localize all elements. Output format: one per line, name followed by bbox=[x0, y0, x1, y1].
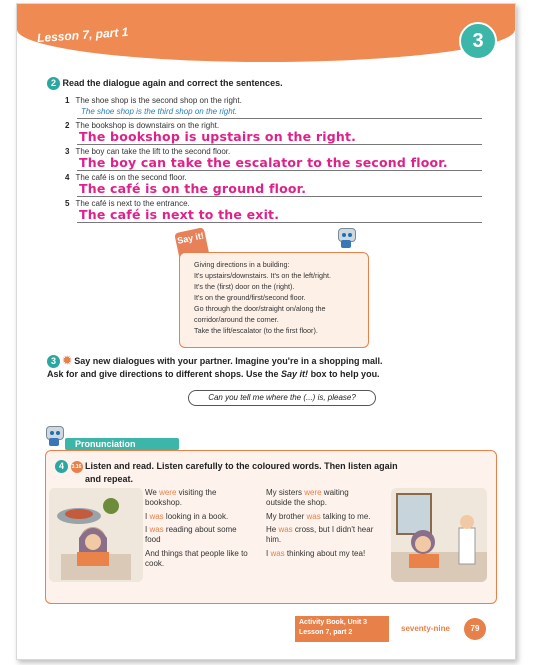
poem-right-column bbox=[266, 488, 376, 562]
page-header bbox=[17, 4, 515, 62]
pronunciation-title: Pronunciation bbox=[65, 438, 179, 450]
item-number: 4 bbox=[65, 173, 70, 182]
item-number: 5 bbox=[65, 199, 70, 208]
answer-line bbox=[77, 118, 482, 119]
page-number-words: seventy-nine bbox=[401, 624, 450, 633]
robot-icon bbox=[43, 424, 65, 448]
say-it-box bbox=[179, 252, 369, 348]
item-number: 1 bbox=[65, 96, 70, 105]
exercise2-instruction bbox=[47, 77, 283, 90]
poem-line: My brother was talking to me. bbox=[266, 511, 371, 521]
instruction-text: box to help you. bbox=[308, 369, 380, 380]
girl-reading-picture bbox=[49, 488, 143, 582]
say-it-line: Go through the door/straight on/along the bbox=[194, 304, 326, 313]
robot-icon bbox=[335, 226, 357, 250]
say-it-line: Take the lift/escalator (to the first floor). bbox=[194, 326, 318, 335]
exercise-number-badge: 3 bbox=[47, 355, 60, 368]
instruction-text: Ask for and give directions to different shops. Use the bbox=[47, 369, 282, 380]
poem-line: I was looking in a book. bbox=[145, 511, 229, 521]
say-it-line: corridor/around the corner. bbox=[194, 315, 279, 324]
item-number: 2 bbox=[65, 121, 70, 130]
answer-line bbox=[77, 196, 482, 197]
instruction-text: Listen and read. Listen carefully to the coloured words. Then listen again bbox=[85, 461, 398, 471]
item-text: The café is on the second floor. bbox=[75, 173, 187, 182]
handwritten-answer[interactable]: The boy can take the escalator to the second floor. bbox=[79, 155, 448, 170]
poem-left-column bbox=[145, 488, 253, 572]
say-it-line: It's upstairs/downstairs. It's on the left/right. bbox=[194, 271, 331, 280]
say-it-line: It's the (first) door on the (right). bbox=[194, 282, 295, 291]
say-it-tag: Say it! bbox=[174, 227, 210, 263]
reference-line: Activity Book, Unit 3 bbox=[299, 619, 368, 626]
instruction-text: Say new dialogues with your partner. Imagine you're in a shopping mall. bbox=[74, 356, 383, 366]
poem-line: We were visiting the bookshop. bbox=[145, 488, 217, 507]
instruction-text: and repeat. bbox=[85, 474, 134, 485]
audio-track-icon[interactable]: 3.16 bbox=[71, 461, 83, 473]
say-it-line: Giving directions in a building: bbox=[194, 260, 290, 269]
answer-line bbox=[77, 222, 482, 223]
exercise4-instruction bbox=[55, 460, 485, 485]
page-number: 79 bbox=[464, 618, 486, 640]
poem-line: And things that people like to cook. bbox=[145, 548, 248, 568]
handwritten-answer[interactable]: The bookshop is upstairs on the right. bbox=[79, 129, 357, 144]
poem-line: My sisters were waiting outside the shop. bbox=[266, 488, 349, 507]
answer-line bbox=[77, 170, 482, 171]
lesson-title: Lesson 7, part 1 bbox=[36, 24, 129, 46]
item-text: The boy can take the lift to the second floor. bbox=[75, 147, 231, 156]
instruction-text-italic: Say it! bbox=[281, 369, 309, 380]
exercise-item-1 bbox=[65, 96, 483, 105]
speech-bubble: Can you tell me where the (...) is, please? bbox=[188, 390, 376, 406]
poem-line: I was reading about some food bbox=[145, 525, 237, 544]
say-it-line: It's on the ground/first/second floor. bbox=[194, 293, 306, 302]
item-number: 3 bbox=[65, 147, 70, 156]
speaking-icon: ✹ bbox=[62, 355, 72, 367]
exercise-number-badge: 4 bbox=[55, 460, 68, 473]
exercise3-instruction bbox=[47, 355, 487, 381]
example-answer: The shoe shop is the third shop on the right. bbox=[81, 107, 238, 116]
item-text: The bookshop is downstairs on the right. bbox=[75, 121, 220, 130]
item-text: The café is next to the entrance. bbox=[75, 199, 190, 208]
activity-book-reference bbox=[295, 616, 389, 642]
textbook-page bbox=[16, 3, 516, 660]
reference-line: Lesson 7, part 2 bbox=[299, 629, 353, 636]
answer-line bbox=[77, 144, 482, 145]
instruction-text: Read the dialogue again and correct the sentences. bbox=[62, 77, 283, 88]
poem-line: He was cross, but I didn't hear him. bbox=[266, 525, 374, 544]
poem-line: I was thinking about my tea! bbox=[266, 548, 366, 558]
unit-badge: 3 bbox=[459, 22, 497, 60]
handwritten-answer[interactable]: The café is next to the exit. bbox=[79, 207, 280, 222]
girl-thinking-picture bbox=[391, 488, 487, 582]
handwritten-answer[interactable]: The café is on the ground floor. bbox=[79, 181, 307, 196]
item-text: The shoe shop is the second shop on the right. bbox=[75, 96, 242, 105]
exercise-number-badge: 2 bbox=[47, 77, 60, 90]
